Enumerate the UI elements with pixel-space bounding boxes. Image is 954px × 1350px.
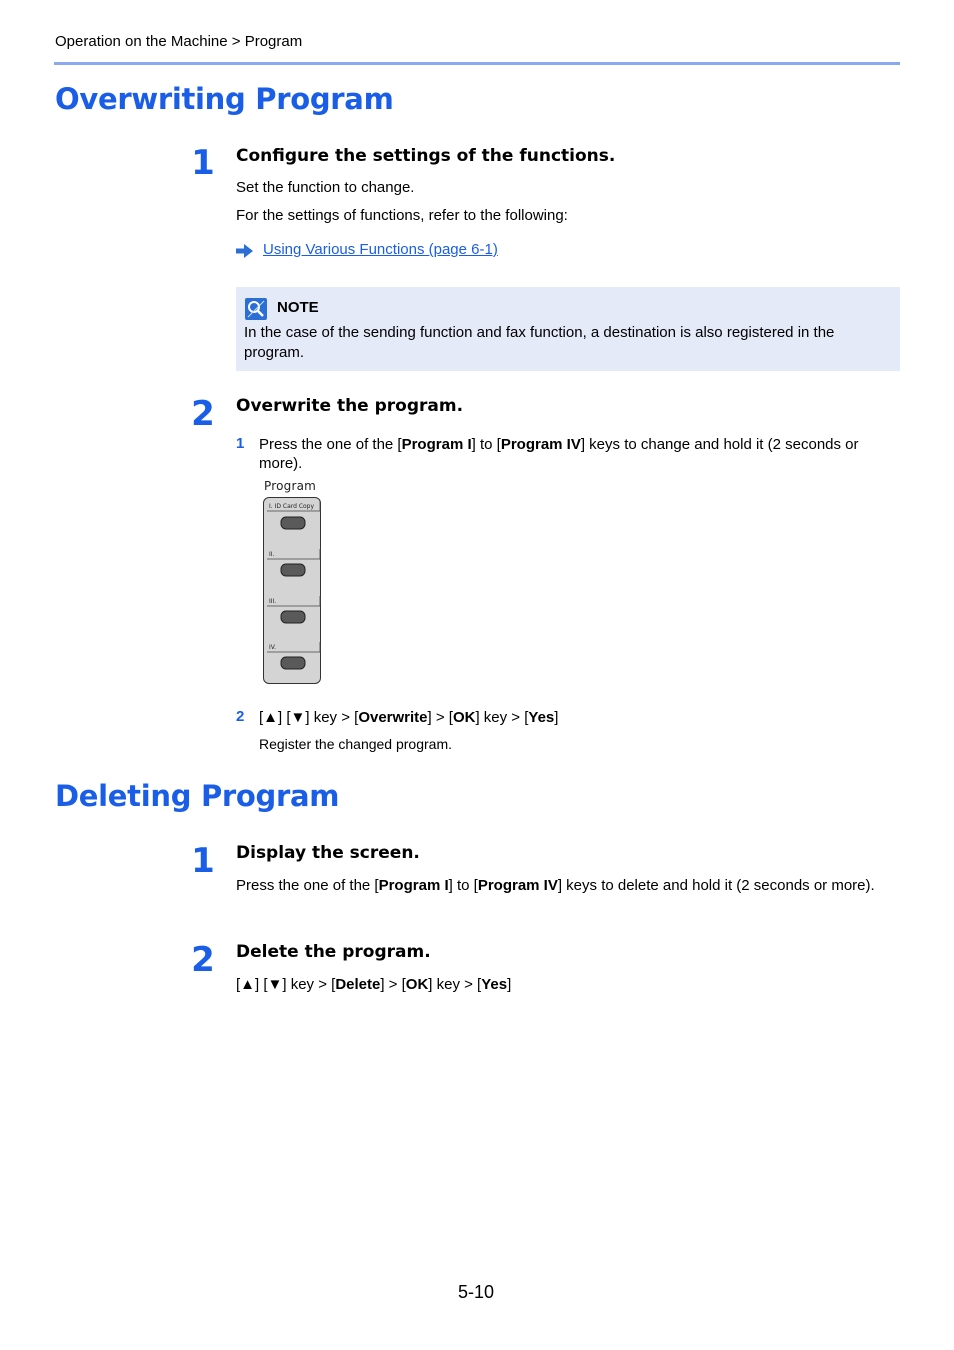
step-number: 1 (191, 841, 215, 881)
arrow-right-icon (236, 244, 254, 258)
note-text: In the case of the sending function and fax function, a destination is also registered in the program. (244, 324, 835, 361)
substep-text: [▲] [▼] key > [Overwrite] > [OK] key > [Yes] (259, 709, 559, 726)
section-title-overwriting: Overwriting Program (55, 82, 394, 116)
program-key-2 (281, 564, 305, 576)
step-text: Press the one of the [Program I] to [Program IV] keys to delete and hold it (2 seconds or more). (236, 877, 875, 894)
step-title: Overwrite the program. (236, 396, 464, 416)
note-box (236, 287, 900, 371)
key-label-4: IV. (269, 644, 277, 651)
step-number: 1 (191, 143, 215, 183)
key-label-3: III. (269, 598, 277, 605)
step-number: 2 (191, 940, 215, 980)
header-rule (54, 62, 900, 65)
program-key-4 (281, 657, 305, 669)
program-key-1 (281, 517, 305, 529)
breadcrumb: Operation on the Machine > Program (55, 33, 303, 50)
note-label: NOTE (277, 299, 319, 316)
key-label-1: I. ID Card Copy (269, 503, 315, 510)
substep-text: Press the one of the [Program I] to [Program IV] keys to change and hold it (2 seconds or more). (259, 436, 859, 472)
program-key-3 (281, 611, 305, 623)
step-title: Delete the program. (236, 942, 431, 962)
step-number: 2 (191, 394, 215, 434)
note-icon (245, 298, 267, 320)
substep-number: 1 (236, 435, 245, 452)
step-text: [▲] [▼] key > [Delete] > [OK] key > [Yes] (236, 976, 512, 993)
step-text: For the settings of functions, refer to the following: (236, 207, 568, 224)
panel-title: Program (264, 479, 317, 493)
step-text: Set the function to change. (236, 179, 415, 196)
step-title: Display the screen. (236, 843, 420, 863)
step-title: Configure the settings of the functions. (236, 146, 616, 166)
substep-number: 2 (236, 708, 245, 725)
reference-link-row[interactable] (236, 241, 498, 258)
program-keys-illustration (262, 479, 324, 687)
key-label-2: II. (269, 551, 275, 558)
reference-link[interactable]: Using Various Functions (page 6-1) (263, 241, 498, 258)
page-number: 5-10 (458, 1282, 495, 1302)
program-key-panel (263, 497, 321, 684)
substep-note: Register the changed program. (259, 736, 452, 752)
section-title-deleting: Deleting Program (55, 779, 340, 813)
